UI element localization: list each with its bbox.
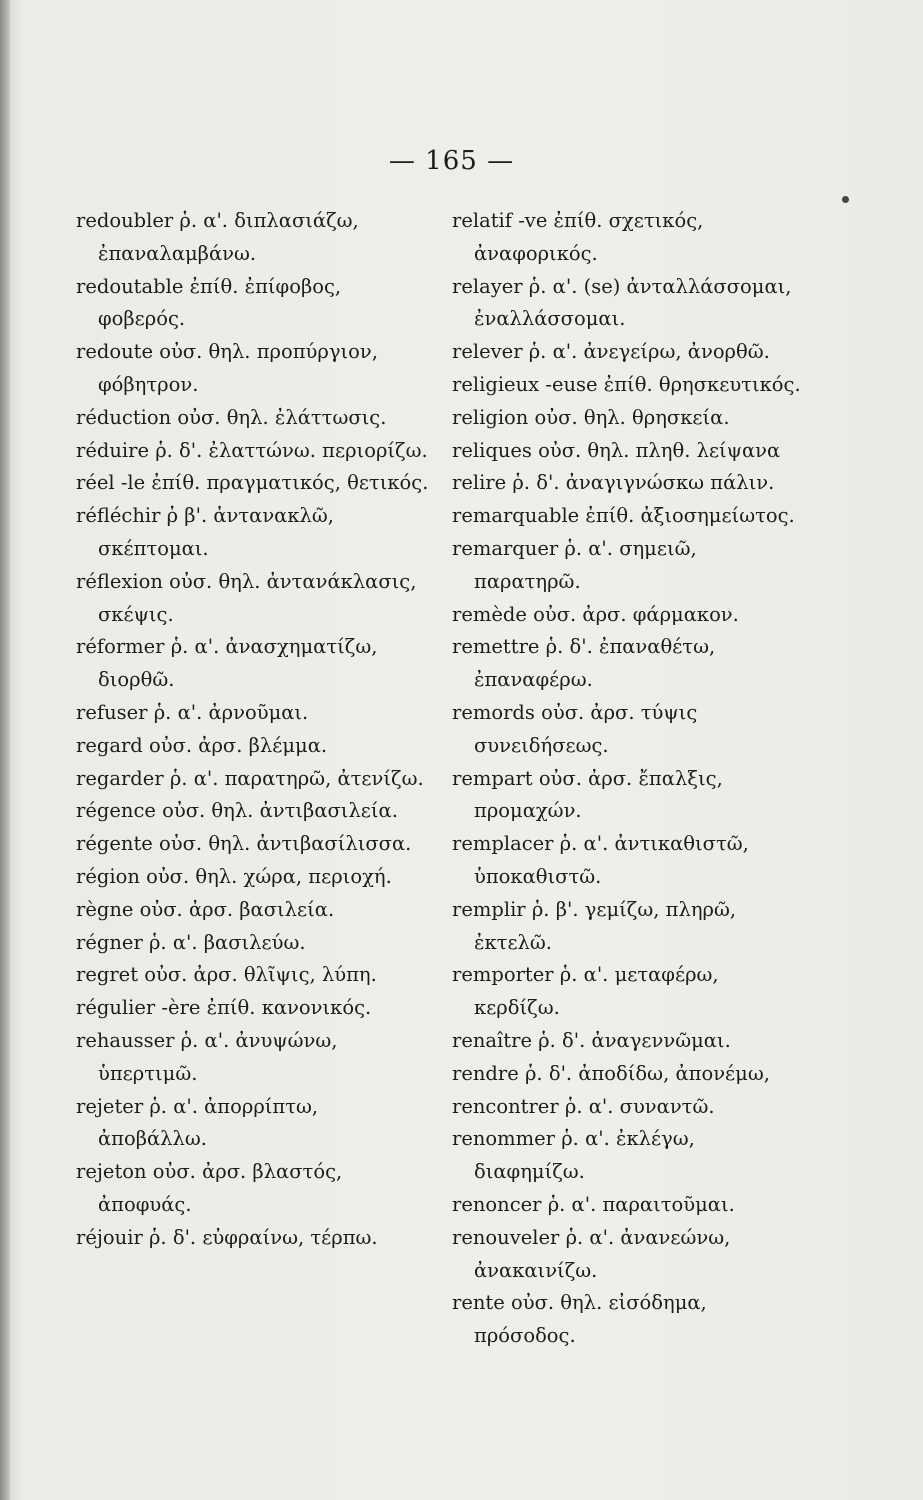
dictionary-entry: relire ῥ. δ'. ἀναγιγνώσκω πάλιν. xyxy=(452,471,775,495)
dictionary-entry: remarquable ἐπίθ. ἀξιοσημείωτος. xyxy=(452,504,795,528)
dictionary-entry: rente οὐσ. θηλ. εἰσόδημα, πρόσοδος. xyxy=(452,1291,707,1348)
dictionary-entry: remporter ῥ. α'. μεταφέρω, κερδίζω. xyxy=(452,963,719,1020)
dictionary-entry: redoubler ῥ. α'. διπλασιάζω, ἐπαναλαμβάνω. xyxy=(76,209,359,265)
dictionary-entry: renoncer ῥ. α'. παραιτοῦμαι. xyxy=(452,1192,735,1216)
dictionary-entry: relayer ῥ. α'. (se) ἀνταλλάσσομαι, ἐναλλάσσομαι. xyxy=(452,274,792,331)
dictionary-entry: redoute οὐσ. θηλ. προπύργιον, φόβητρον. xyxy=(76,340,378,396)
dictionary-entry: reliques οὐσ. θηλ. πληθ. λείψανα xyxy=(452,438,781,462)
dictionary-entry: régente οὐσ. θηλ. ἀντιβασίλισσα. xyxy=(76,832,412,856)
dictionary-entry: réflexion οὐσ. θηλ. ἀντανάκλασις, σκέψις. xyxy=(76,569,417,626)
dictionary-entry: réduction οὐσ. θηλ. ἐλάττωσις. xyxy=(76,405,387,429)
dictionary-entry: remède οὐσ. ἀρσ. φάρμακον. xyxy=(452,602,739,626)
dictionary-entry: remettre ῥ. δ'. ἐπαναθέτω, ἐπαναφέρω. xyxy=(452,635,716,692)
dictionary-entry: relatif -ve ἐπίθ. σχετικός, ἀναφορικός. xyxy=(452,209,704,265)
right-column xyxy=(452,205,807,1353)
dictionary-entry: rejeter ῥ. α'. ἀπορρίπτω, ἀποβάλλω. xyxy=(76,1094,319,1151)
dictionary-entry: régner ῥ. α'. βασιλεύω. xyxy=(76,930,306,954)
dictionary-entry: région οὐσ. θηλ. χώρα, περιοχή. xyxy=(76,864,392,888)
ink-spot xyxy=(842,196,849,203)
dictionary-entry: regret οὐσ. ἀρσ. θλῖψις, λύπη. xyxy=(76,963,377,987)
dictionary-entry: remarquer ῥ. α'. σημειῶ, παρατηρῶ. xyxy=(452,536,697,593)
dictionary-entry: réfléchir ῥ β'. ἀντανακλῶ, σκέπτομαι. xyxy=(76,504,334,560)
page-number: — 165 — xyxy=(388,146,515,176)
dictionary-entry: remords οὐσ. ἀρσ. τύψις συνειδήσεως. xyxy=(452,700,698,757)
dictionary-entry: rempart οὐσ. ἀρσ. ἔπαλξις, προμαχών. xyxy=(452,766,723,823)
dictionary-entry: renommer ῥ. α'. ἐκλέγω, διαφημίζω. xyxy=(452,1127,695,1184)
dictionary-entry: rencontrer ῥ. α'. συναντῶ. xyxy=(452,1094,715,1118)
dictionary-entry: réel -le ἐπίθ. πραγματικός, θετικός. xyxy=(76,471,429,495)
dictionary-entry: regard οὐσ. ἀρσ. βλέμμα. xyxy=(76,733,328,757)
left-column xyxy=(76,205,431,1255)
dictionary-entry: religieux -euse ἐπίθ. θρησκευτικός. xyxy=(452,372,801,396)
dictionary-entry: renouveler ῥ. α'. ἀνανεώνω, ἀνακαινίζω. xyxy=(452,1225,731,1282)
dictionary-entry: rejeton οὐσ. ἀρσ. βλαστός, ἀποφυάς. xyxy=(76,1160,343,1216)
dictionary-entry: réjouir ῥ. δ'. εὐφραίνω, τέρπω. xyxy=(76,1225,378,1249)
dictionary-entry: rendre ῥ. δ'. ἀποδίδω, ἀπονέμω, xyxy=(452,1061,770,1085)
dictionary-entry: refuser ῥ. α'. ἀρνοῦμαι. xyxy=(76,700,309,724)
dictionary-entry: remplir ῥ. β'. γεμίζω, πληρῶ, ἐκτελῶ. xyxy=(452,897,737,954)
dictionary-entry: regarder ῥ. α'. παρατηρῶ, ἀτενίζω. xyxy=(76,766,424,790)
dictionary-entry: régulier -ère ἐπίθ. κανονικός. xyxy=(76,996,372,1020)
dictionary-entry: religion οὐσ. θηλ. θρησκεία. xyxy=(452,405,730,429)
dictionary-entry: remplacer ῥ. α'. ἀντικαθιστῶ, ὑποκαθιστῶ. xyxy=(452,832,749,888)
dictionary-entry: rehausser ῥ. α'. ἀνυψώνω, ὑπερτιμῶ. xyxy=(76,1028,338,1085)
dictionary-entry: régence οὐσ. θηλ. ἀντιβασιλεία. xyxy=(76,799,398,823)
dictionary-entry: relever ῥ. α'. ἀνεγείρω, ἀνορθῶ. xyxy=(452,340,770,364)
book-binding-edge xyxy=(0,0,10,1500)
dictionary-entry: renaître ῥ. δ'. ἀναγεννῶμαι. xyxy=(452,1028,731,1052)
dictionary-entry: réformer ῥ. α'. ἀνασχηματίζω, διορθῶ. xyxy=(76,635,378,692)
dictionary-entry: redoutable ἐπίθ. ἐπίφοβος, φοβερός. xyxy=(76,274,342,331)
dictionary-entry: règne οὐσ. ἀρσ. βασιλεία. xyxy=(76,897,335,921)
dictionary-entry: réduire ῥ. δ'. ἐλαττώνω. περιορίζω. xyxy=(76,438,428,462)
